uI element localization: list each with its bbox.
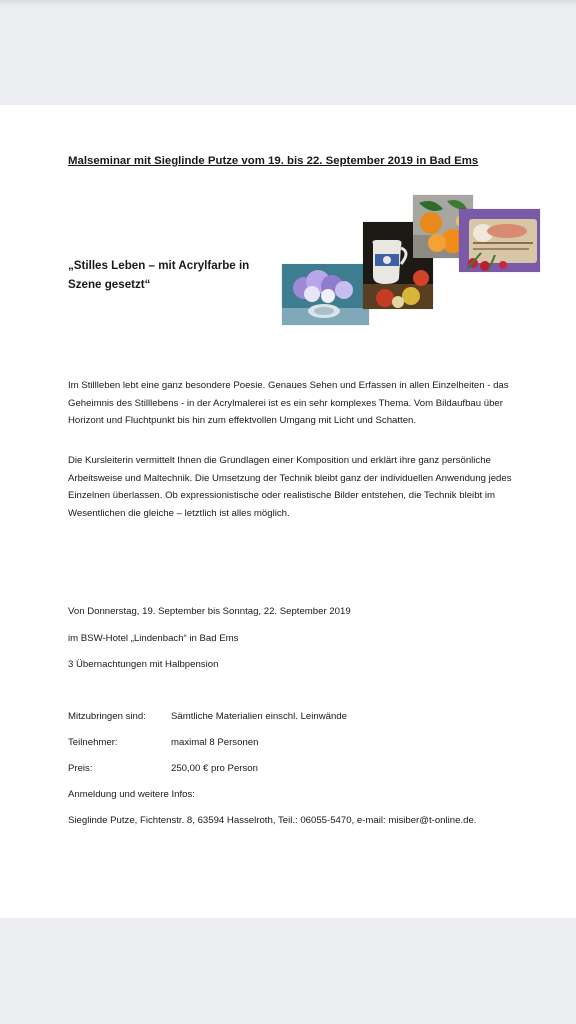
- detail-row-participants: [68, 736, 258, 749]
- detail-label: Preis:: [68, 763, 93, 774]
- detail-value: Sämtliche Materialien einschl. Leinwände: [171, 711, 347, 722]
- detail-label: Mitzubringen sind:: [68, 711, 146, 722]
- detail-row-price: [68, 762, 258, 775]
- schedule-dates: Von Donnerstag, 19. September bis Sonntag, 22. September 2019: [68, 606, 351, 617]
- detail-row-materials: [68, 710, 347, 723]
- still-life-lilac-painting: [282, 264, 369, 325]
- still-life-radishes-painting: [459, 209, 540, 272]
- detail-label: Teilnehmer:: [68, 737, 118, 748]
- document-title: Malseminar mit Sieglinde Putze vom 19. bis 22. September 2019 in Bad Ems: [68, 155, 479, 167]
- intro-paragraph: Im Stillleben lebt eine ganz besondere Poesie. Genaues Sehen und Erfassen in allen Einzelheiten - das Geheimnis des Stilllebens - in der Acrylmalerei ist es ein sehr komplexes Thema. Vom Bildaufbau über Horizont und Fluchtpunkt bis hin zum effektvollen Umgang mit Licht und Schatten.: [68, 380, 509, 426]
- document-subtitle: „Stilles Leben – mit Acrylfarbe in Szene gesetzt“: [68, 259, 250, 291]
- contact-line: Sieglinde Putze, Fichtenstr. 8, 63594 Hasselroth, Teil.: 06055-5470, e-mail: misiber@t-online.de.: [68, 815, 477, 826]
- schedule-venue: im BSW-Hotel „Lindenbach“ in Bad Ems: [68, 633, 239, 644]
- detail-value: maximal 8 Personen: [171, 737, 259, 748]
- bottom-background: [0, 918, 576, 1024]
- method-paragraph: Die Kursleiterin vermittelt Ihnen die Grundlagen einer Komposition und erklärt ihre ganz persönliche Arbeitsweise und Maltechnik. Die Umsetzung der Technik bleibt ganz der individuellen Anwendung jedes Einzelnen überlassen. Ob expressionistische oder realistische Bilder entstehen, die Technik bleibt im Wesentlichen die gleiche – letztlich ist alles möglich.: [68, 455, 512, 519]
- document-page: [0, 105, 576, 918]
- schedule-stay: 3 Übernachtungen mit Halbpension: [68, 659, 219, 670]
- detail-value: 250,00 € pro Person: [171, 763, 258, 774]
- registration-heading: Anmeldung und weitere Infos:: [68, 789, 195, 800]
- top-shadow: [0, 0, 576, 6]
